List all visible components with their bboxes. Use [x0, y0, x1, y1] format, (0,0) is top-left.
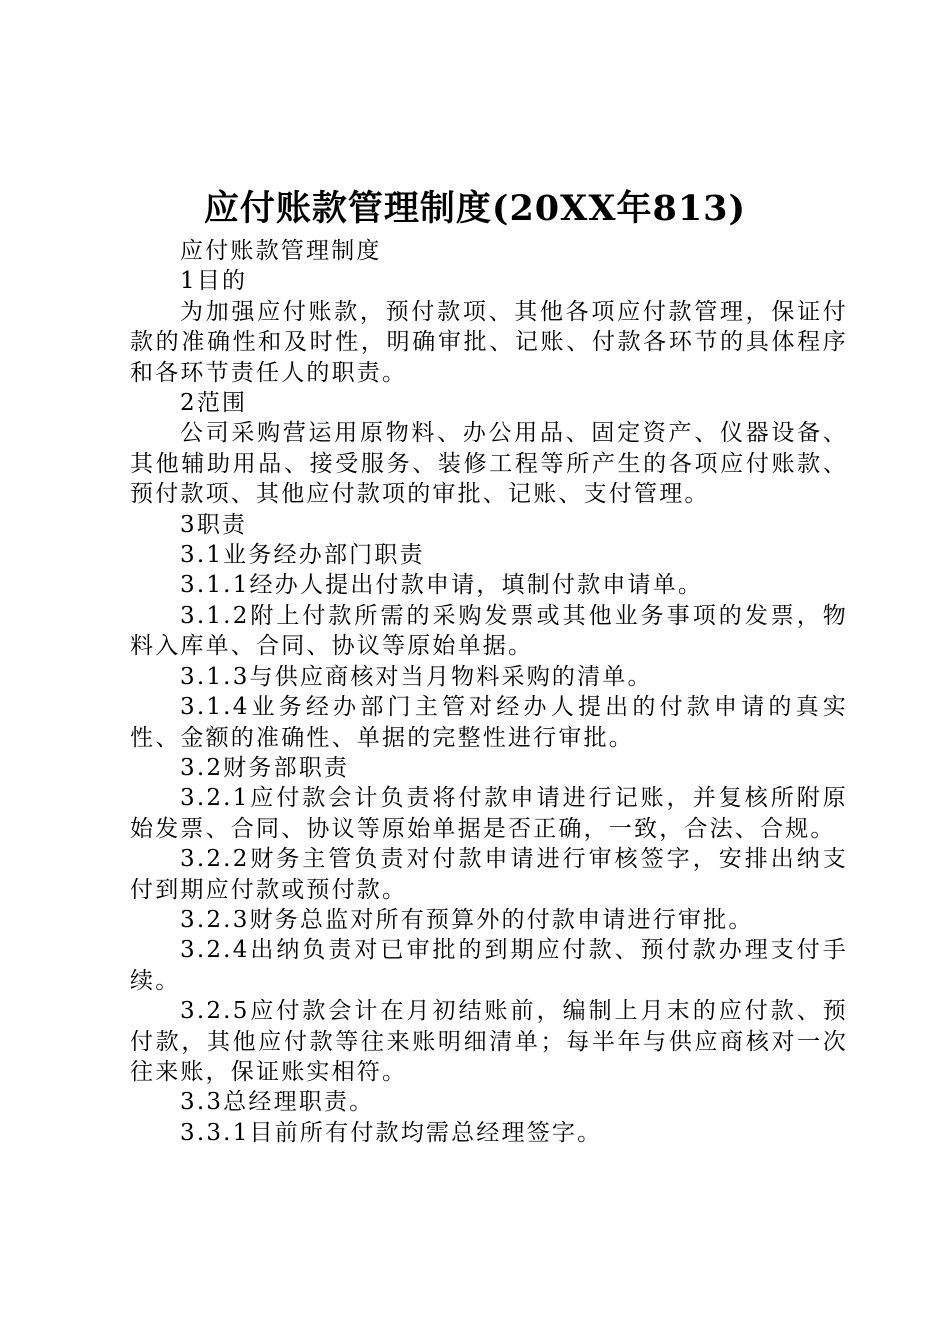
subsection-heading-finance-dept: 3.2财务部职责 — [180, 754, 350, 781]
paragraph-scope: 公司采购营运用原物料、办公用品、固定资产、仪器设备、其他辅助用品、接受服务、装修工程等所产生的各项应付账款、预付款项、其他应付款项的审批、记账、支付管理。 — [130, 420, 848, 508]
paragraph-item: 3.2.1应付款会计负责将付款申请进行记账，并复核所附原始发票、合同、协议等原始单据是否正确，一致，合法、合规。 — [130, 785, 848, 842]
subsection-heading-business-dept: 3.1业务经办部门职责 — [180, 542, 425, 569]
paragraph-item: 3.2.2财务主管负责对付款申请进行审核签字，安排出纳支付到期应付款或预付款。 — [130, 846, 848, 903]
paragraph-item: 3.3.1目前所有付款均需总经理签字。 — [180, 1119, 603, 1146]
paragraph-item: 3.1.4业务经办部门主管对经办人提出的付款申请的真实性、金额的准确性、单据的完整性进行审批。 — [130, 694, 848, 751]
paragraph-item: 3.2.3财务总监对所有预算外的付款申请进行审批。 — [180, 906, 754, 933]
section-heading-scope: 2范围 — [180, 390, 248, 417]
section-heading-duties: 3职责 — [180, 511, 248, 538]
paragraph-item: 3.1.2附上付款所需的采购发票或其他业务事项的发票，物料入库单、合同、协议等原始单据。 — [130, 602, 848, 660]
paragraph-item: 3.1.3与供应商核对当月物料采购的清单。 — [180, 663, 653, 690]
paragraph-item: 3.1.1经办人提出付款申请，填制付款申请单。 — [180, 572, 704, 599]
section-heading-purpose: 1目的 — [180, 268, 248, 295]
document-title: 应付账款管理制度(20XX年813) — [203, 188, 747, 229]
paragraph-heading: 应付账款管理制度 — [180, 238, 382, 264]
document-body — [130, 236, 848, 1148]
paragraph-item: 3.2.4出纳负责对已审批的到期应付款、预付款办理支付手续。 — [130, 937, 848, 994]
paragraph-purpose: 为加强应付账款，预付款项、其他各项应付款管理，保证付款的准确性和及时性，明确审批、记账、付款各环节的具体程序和各环节责任人的职责。 — [130, 298, 848, 386]
subsection-heading-gm: 3.3总经理职责。 — [180, 1089, 375, 1116]
paragraph-item: 3.2.5应付款会计在月初结账前，编制上月末的应付款、预付款，其他应付款等往来账明细清单；每半年与供应商核对一次往来账，保证账实相符。 — [130, 998, 848, 1085]
